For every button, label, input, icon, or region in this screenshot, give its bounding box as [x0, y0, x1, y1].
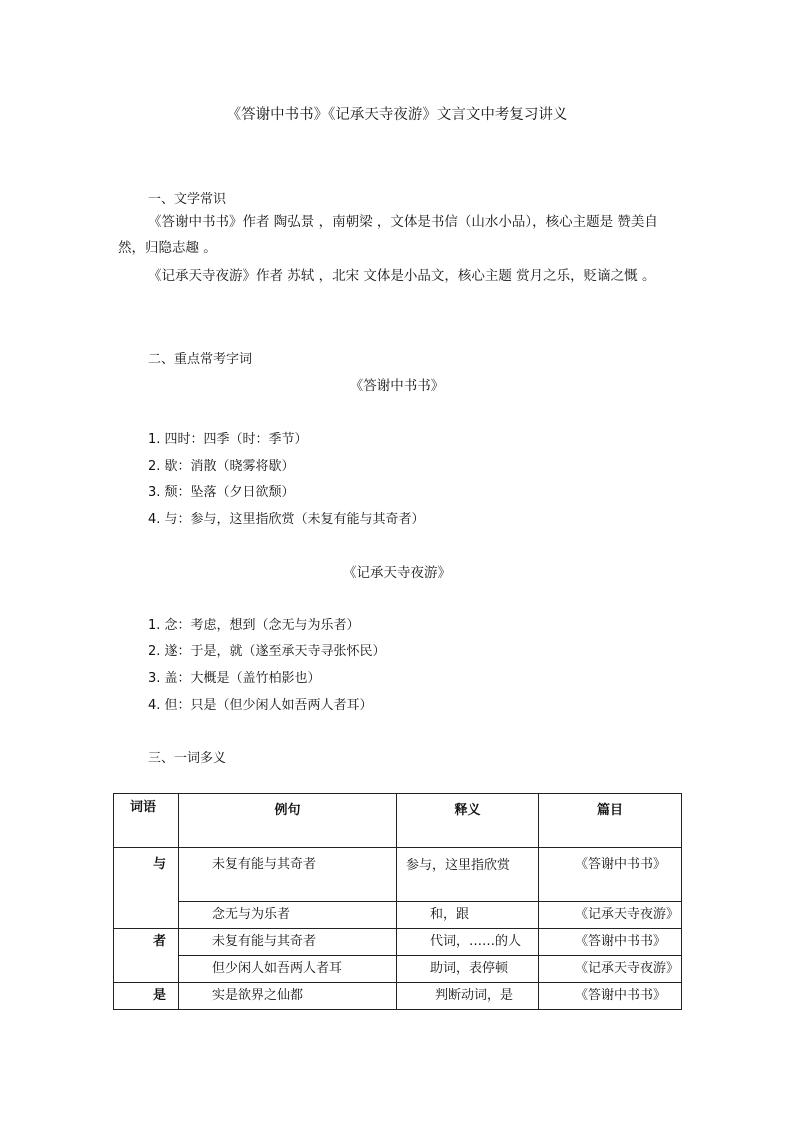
table-row	[114, 929, 682, 956]
word-item: 4. 但：只是（但少闲人如吾两人者耳）	[148, 698, 373, 713]
article-cell: 《答谢中书书》	[539, 983, 682, 1010]
article-cell: 《答谢中书书》	[539, 929, 682, 956]
word-cell: 与	[114, 848, 179, 929]
meaning-cell: 判断动词，是	[397, 983, 539, 1010]
header-article: 篇目	[539, 794, 682, 848]
word-item: 2. 遂：于是，就（遂至承天寺寻张怀民）	[148, 644, 386, 659]
polysemy-table	[113, 793, 682, 1010]
paragraph-dxzss-knowledge: 《答谢中书书》作者 陶弘景 ，南朝梁 ，文体是书信（山水小品），核心主题是 赞美自然，归隐志趣 。	[118, 214, 658, 256]
table-row	[114, 956, 682, 983]
section-heading-polysemy: 三、一词多义	[148, 751, 227, 766]
word-item: 2. 歇：消散（晓雾将歇）	[148, 459, 295, 474]
meaning-cell	[397, 848, 539, 902]
word-item: 1. 念：考虑，想到（念无与为乐者）	[148, 618, 360, 633]
example-cell: 但少闲人如吾两人者耳	[179, 956, 397, 983]
subheading-dxzss: 《答谢中书书》	[349, 378, 445, 394]
paragraph-jctsyy-knowledge: 《记承天寺夜游》作者 苏轼 ，北宋 文体是小品文，核心主题 赏月之乐，贬谪之慨 。	[148, 268, 656, 284]
header-example: 例句	[179, 794, 397, 848]
header-word: 词语	[114, 794, 179, 848]
example-cell: 实是欲界之仙都	[179, 983, 397, 1010]
word-item: 4. 与：参与，这里指欣赏（未复有能与其奇者）	[148, 512, 425, 527]
word-cell: 者	[114, 929, 179, 983]
subheading-jctsyy: 《记承天寺夜游》	[343, 565, 451, 581]
meaning-text: 参与，这里指欣赏	[406, 858, 511, 873]
section-heading-key-words: 二、重点常考字词	[148, 352, 253, 367]
table-row	[114, 983, 682, 1010]
example-cell: 未复有能与其奇者	[179, 848, 397, 902]
article-cell: 《答谢中书书》	[539, 848, 682, 902]
word-cell: 是	[114, 983, 179, 1010]
table-header-row	[114, 794, 682, 848]
table-row	[114, 902, 682, 929]
word-item: 3. 颓：坠落（夕日欲颓）	[148, 485, 295, 500]
article-cell: 《记承天寺夜游》	[539, 902, 682, 929]
meaning-cell: 助词，表停顿	[397, 956, 539, 983]
header-meaning: 释义	[397, 794, 539, 848]
example-cell: 未复有能与其奇者	[179, 929, 397, 956]
document-title: 《答谢中书书》《记承天寺夜游》文言文中考复习讲义	[226, 107, 568, 123]
meaning-cell: 和，跟	[397, 902, 539, 929]
article-cell: 《记承天寺夜游》	[539, 956, 682, 983]
section-heading-literary-knowledge: 一、文学常识	[148, 192, 227, 207]
example-cell: 念无与为乐者	[179, 902, 397, 929]
table-row	[114, 848, 682, 902]
meaning-cell: 代词，……的人	[397, 929, 539, 956]
word-item: 3. 盖：大概是（盖竹柏影也）	[148, 671, 321, 686]
word-item: 1. 四时：四季（时：季节）	[148, 432, 308, 447]
